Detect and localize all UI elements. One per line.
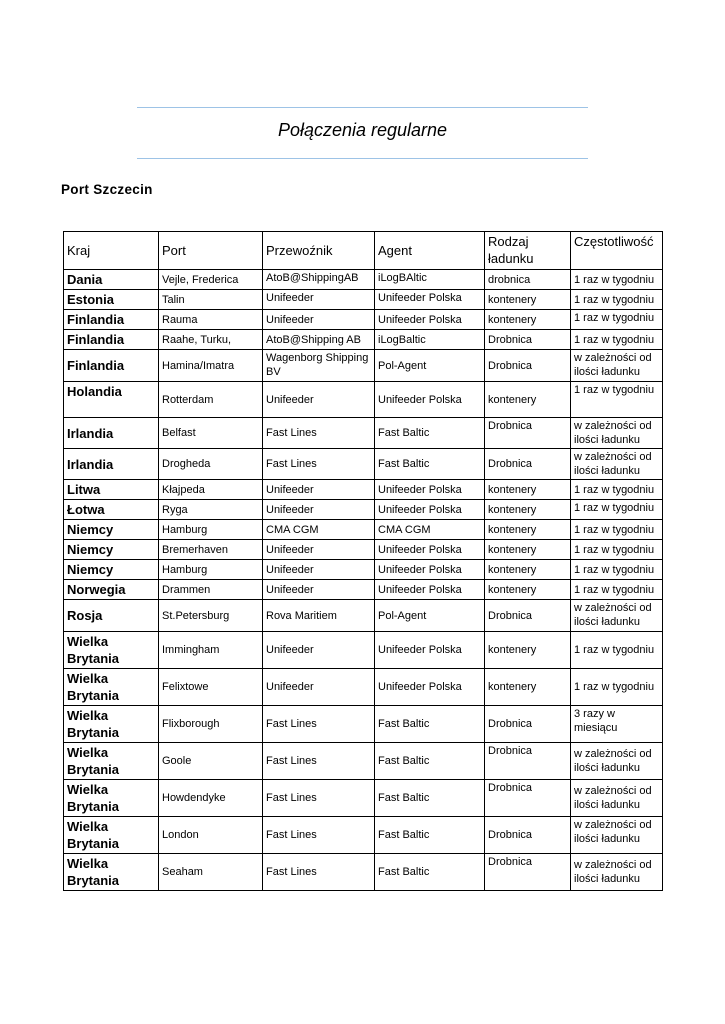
table-row: [64, 418, 663, 449]
cell-port: Talin: [159, 290, 263, 310]
cell-port: Belfast: [159, 418, 263, 449]
cell-kraj: Dania: [64, 270, 159, 290]
cell-przewoznik: Unifeeder: [263, 290, 375, 310]
connections-table: [63, 231, 663, 891]
cell-czest: 1 raz w tygodniu: [571, 540, 663, 560]
cell-rodzaj: Drobnica: [485, 854, 571, 891]
cell-czest: 1 raz w tygodniu: [571, 500, 663, 520]
cell-przewoznik: Fast Lines: [263, 817, 375, 854]
cell-agent: Unifeeder Polska: [375, 480, 485, 500]
cell-czest: 1 raz w tygodniu: [571, 480, 663, 500]
table-row: [64, 500, 663, 520]
cell-czest: 1 raz w tygodniu: [571, 330, 663, 350]
cell-agent: Fast Baltic: [375, 743, 485, 780]
cell-rodzaj: kontenery: [485, 669, 571, 706]
cell-port: Seaham: [159, 854, 263, 891]
cell-kraj: Niemcy: [64, 520, 159, 540]
cell-kraj: Irlandia: [64, 418, 159, 449]
cell-rodzaj: Drobnica: [485, 449, 571, 480]
header-rodzaj: Rodzaj ładunku: [485, 232, 571, 270]
cell-agent: Pol-Agent: [375, 600, 485, 632]
cell-rodzaj: drobnica: [485, 270, 571, 290]
section-heading: Port Szczecin: [61, 182, 153, 197]
cell-przewoznik: Fast Lines: [263, 449, 375, 480]
cell-port: Ryga: [159, 500, 263, 520]
cell-kraj: Wielka Brytania: [64, 632, 159, 669]
cell-agent: Unifeeder Polska: [375, 560, 485, 580]
cell-agent: CMA CGM: [375, 520, 485, 540]
cell-port: Hamburg: [159, 560, 263, 580]
cell-przewoznik: Wagenborg Shipping BV: [263, 350, 375, 382]
table-body: [64, 270, 663, 891]
table-row: [64, 743, 663, 780]
cell-agent: Unifeeder Polska: [375, 500, 485, 520]
cell-kraj: Wielka Brytania: [64, 854, 159, 891]
cell-agent: Unifeeder Polska: [375, 310, 485, 330]
cell-kraj: Irlandia: [64, 449, 159, 480]
cell-rodzaj: Drobnica: [485, 706, 571, 743]
cell-rodzaj: kontenery: [485, 632, 571, 669]
cell-kraj: Litwa: [64, 480, 159, 500]
cell-czest: 1 raz w tygodniu: [571, 669, 663, 706]
table-row: [64, 350, 663, 382]
table-row: [64, 520, 663, 540]
cell-kraj: Holandia: [64, 382, 159, 418]
cell-przewoznik: Unifeeder: [263, 632, 375, 669]
cell-agent: Fast Baltic: [375, 418, 485, 449]
cell-rodzaj: kontenery: [485, 520, 571, 540]
cell-agent: Unifeeder Polska: [375, 580, 485, 600]
cell-kraj: Niemcy: [64, 560, 159, 580]
table-row: [64, 449, 663, 480]
cell-kraj: Wielka Brytania: [64, 780, 159, 817]
cell-czest: 1 raz w tygodniu: [571, 580, 663, 600]
cell-rodzaj: kontenery: [485, 382, 571, 418]
cell-port: Flixborough: [159, 706, 263, 743]
cell-port: Drogheda: [159, 449, 263, 480]
cell-agent: Pol-Agent: [375, 350, 485, 382]
cell-czest: 1 raz w tygodniu: [571, 290, 663, 310]
table-header-row: [64, 232, 663, 270]
cell-port: Howdendyke: [159, 780, 263, 817]
cell-czest: w zależności od ilości ładunku: [571, 780, 663, 817]
cell-agent: Unifeeder Polska: [375, 540, 485, 560]
table-row: [64, 540, 663, 560]
table-row: [64, 817, 663, 854]
cell-rodzaj: Drobnica: [485, 600, 571, 632]
cell-czest: 3 razy w miesiącu: [571, 706, 663, 743]
cell-czest: 1 raz w tygodniu: [571, 382, 663, 418]
cell-przewoznik: Unifeeder: [263, 500, 375, 520]
cell-przewoznik: Unifeeder: [263, 382, 375, 418]
cell-port: Rauma: [159, 310, 263, 330]
cell-kraj: Estonia: [64, 290, 159, 310]
cell-port: Immingham: [159, 632, 263, 669]
cell-port: Kłajpeda: [159, 480, 263, 500]
cell-rodzaj: Drobnica: [485, 817, 571, 854]
cell-agent: Unifeeder Polska: [375, 669, 485, 706]
cell-rodzaj: kontenery: [485, 540, 571, 560]
cell-czest: w zależności od ilości ładunku: [571, 350, 663, 382]
cell-przewoznik: Unifeeder: [263, 310, 375, 330]
table-row: [64, 270, 663, 290]
cell-kraj: Łotwa: [64, 500, 159, 520]
cell-agent: Fast Baltic: [375, 817, 485, 854]
cell-przewoznik: Unifeeder: [263, 669, 375, 706]
table-row: [64, 669, 663, 706]
cell-czest: w zależności od ilości ładunku: [571, 600, 663, 632]
header-port: Port: [159, 232, 263, 270]
cell-czest: 1 raz w tygodniu: [571, 632, 663, 669]
cell-agent: Fast Baltic: [375, 854, 485, 891]
cell-agent: Unifeeder Polska: [375, 632, 485, 669]
table-row: [64, 580, 663, 600]
cell-port: Drammen: [159, 580, 263, 600]
cell-czest: 1 raz w tygodniu: [571, 520, 663, 540]
cell-czest: w zależności od ilości ładunku: [571, 743, 663, 780]
cell-agent: Unifeeder Polska: [375, 382, 485, 418]
cell-rodzaj: kontenery: [485, 290, 571, 310]
cell-port: Vejle, Frederica: [159, 270, 263, 290]
cell-czest: 1 raz w tygodniu: [571, 560, 663, 580]
page-title: Połączenia regularne: [277, 120, 448, 140]
cell-przewoznik: AtoB@ShippingAB: [263, 270, 375, 290]
cell-przewoznik: Unifeeder: [263, 480, 375, 500]
cell-kraj: Wielka Brytania: [64, 706, 159, 743]
table-row: [64, 854, 663, 891]
header-agent: Agent: [375, 232, 485, 270]
cell-rodzaj: kontenery: [485, 560, 571, 580]
table-row: [64, 290, 663, 310]
cell-kraj: Niemcy: [64, 540, 159, 560]
table-row: [64, 780, 663, 817]
cell-port: Rotterdam: [159, 382, 263, 418]
cell-przewoznik: CMA CGM: [263, 520, 375, 540]
cell-kraj: Finlandia: [64, 330, 159, 350]
cell-rodzaj: Drobnica: [485, 780, 571, 817]
header-czestotliwosc: Częstotliwość: [571, 232, 663, 270]
cell-czest: w zależności od ilości ładunku: [571, 817, 663, 854]
cell-rodzaj: kontenery: [485, 310, 571, 330]
cell-port: St.Petersburg: [159, 600, 263, 632]
cell-przewoznik: Fast Lines: [263, 780, 375, 817]
cell-rodzaj: Drobnica: [485, 330, 571, 350]
cell-port: Bremerhaven: [159, 540, 263, 560]
cell-port: Hamina/Imatra: [159, 350, 263, 382]
table-row: [64, 310, 663, 330]
cell-port: London: [159, 817, 263, 854]
cell-czest: 1 raz w tygodniu: [571, 310, 663, 330]
cell-agent: iLogBAltic: [375, 270, 485, 290]
cell-rodzaj: kontenery: [485, 500, 571, 520]
cell-czest: 1 raz w tygodniu: [571, 270, 663, 290]
cell-przewoznik: Unifeeder: [263, 560, 375, 580]
cell-kraj: Finlandia: [64, 350, 159, 382]
cell-rodzaj: Drobnica: [485, 350, 571, 382]
cell-kraj: Wielka Brytania: [64, 669, 159, 706]
cell-agent: Fast Baltic: [375, 449, 485, 480]
cell-kraj: Finlandia: [64, 310, 159, 330]
cell-port: Raahe, Turku,: [159, 330, 263, 350]
table-row: [64, 382, 663, 418]
cell-przewoznik: AtoB@Shipping AB: [263, 330, 375, 350]
cell-przewoznik: Fast Lines: [263, 743, 375, 780]
cell-czest: w zależności od ilości ładunku: [571, 418, 663, 449]
cell-rodzaj: kontenery: [485, 580, 571, 600]
cell-przewoznik: Rova Maritiem: [263, 600, 375, 632]
cell-agent: Unifeeder Polska: [375, 290, 485, 310]
cell-kraj: Wielka Brytania: [64, 743, 159, 780]
cell-port: Goole: [159, 743, 263, 780]
table-row: [64, 480, 663, 500]
table-row: [64, 600, 663, 632]
table-row: [64, 632, 663, 669]
title-rule-top: [137, 107, 588, 108]
cell-port: Felixtowe: [159, 669, 263, 706]
header-przewoznik: Przewoźnik: [263, 232, 375, 270]
cell-czest: w zależności od ilości ładunku: [571, 854, 663, 891]
cell-agent: iLogBaltic: [375, 330, 485, 350]
cell-rodzaj: Drobnica: [485, 418, 571, 449]
cell-agent: Fast Baltic: [375, 780, 485, 817]
cell-kraj: Norwegia: [64, 580, 159, 600]
cell-agent: Fast Baltic: [375, 706, 485, 743]
table-row: [64, 560, 663, 580]
cell-przewoznik: Unifeeder: [263, 540, 375, 560]
cell-rodzaj: Drobnica: [485, 743, 571, 780]
title-rule-bottom: [137, 158, 588, 159]
table-row: [64, 330, 663, 350]
cell-czest: w zależności od ilości ładunku: [571, 449, 663, 480]
cell-port: Hamburg: [159, 520, 263, 540]
cell-kraj: Wielka Brytania: [64, 817, 159, 854]
header-kraj: Kraj: [64, 232, 159, 270]
cell-przewoznik: Fast Lines: [263, 706, 375, 743]
cell-kraj: Rosja: [64, 600, 159, 632]
cell-przewoznik: Unifeeder: [263, 580, 375, 600]
cell-przewoznik: Fast Lines: [263, 418, 375, 449]
cell-przewoznik: Fast Lines: [263, 854, 375, 891]
table-row: [64, 706, 663, 743]
cell-rodzaj: kontenery: [485, 480, 571, 500]
